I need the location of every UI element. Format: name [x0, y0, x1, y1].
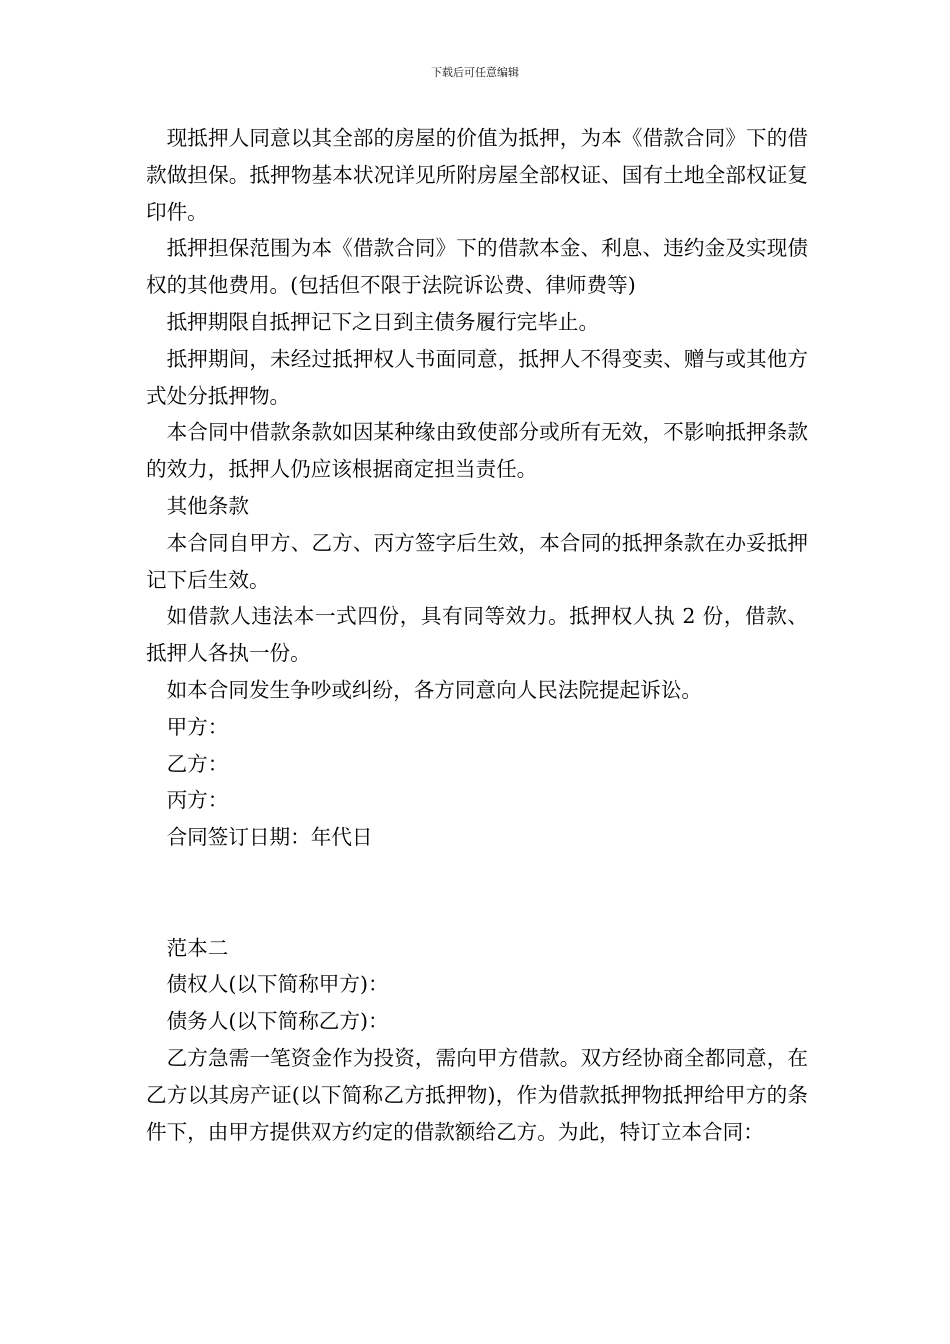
creditor-line: 债权人(以下简称甲方)：	[166, 972, 389, 997]
paragraph-disputes: 如本合同发生争吵或纠纷，各方同意向人民法院提起诉讼。	[166, 677, 703, 702]
paragraph-loan-purpose: 乙方急需一笔资金作为投资，需向甲方借款。双方经协商全都同意，在乙方以其房产证(以下简称乙方抵押物)，作为借款抵押物抵押给甲方的条件下，由甲方提供双方约定的借款额给乙方。为此，特订立本合同：	[146, 1045, 808, 1144]
signing-date-line: 合同签订日期：年代日	[166, 825, 373, 850]
party-a-signature-line: 甲方：	[166, 714, 229, 739]
template-two-heading: 范本二	[166, 935, 229, 960]
party-c-signature-line: 丙方：	[166, 788, 229, 813]
paragraph-effective: 本合同自甲方、乙方、丙方签字后生效，本合同的抵押条款在办妥抵押记下后生效。	[146, 530, 808, 592]
paragraph-mortgage-scope: 现抵押人同意以其全部的房屋的价值为抵押，为本《借款合同》下的借款做担保。抵押物基本状况详见所附房屋全部权证、国有土地全部权证复印件。	[146, 126, 808, 224]
document-body	[146, 120, 808, 1150]
paragraph-guarantee-range: 抵押担保范围为本《借款合同》下的借款本金、利息、违约金及实现债权的其他费用。(包括但不限于法院诉讼费、律师费等)	[146, 236, 808, 298]
paragraph-other-terms-heading: 其他条款	[166, 493, 249, 518]
debtor-line: 债务人(以下简称乙方)：	[166, 1009, 389, 1034]
paragraph-mortgage-period: 抵押期间，未经过抵押权人书面同意，抵押人不得变卖、赠与或其他方式处分抵押物。	[146, 346, 808, 408]
party-b-signature-line: 乙方：	[166, 751, 229, 776]
paragraph-validity: 本合同中借款条款如因某种缘由致使部分或所有无效，不影响抵押条款的效力，抵押人仍应该根据商定担当责任。	[146, 420, 808, 482]
page-header: 下载后可任意编辑	[431, 66, 519, 79]
section-gap	[146, 856, 808, 930]
paragraph-mortgage-term: 抵押期限自抵押记下之日到主债务履行完毕止。	[166, 309, 600, 334]
paragraph-copies: 如借款人违法本一式四份，具有同等效力。抵押权人执 2 份，借款、抵押人各执一份。	[146, 604, 808, 666]
